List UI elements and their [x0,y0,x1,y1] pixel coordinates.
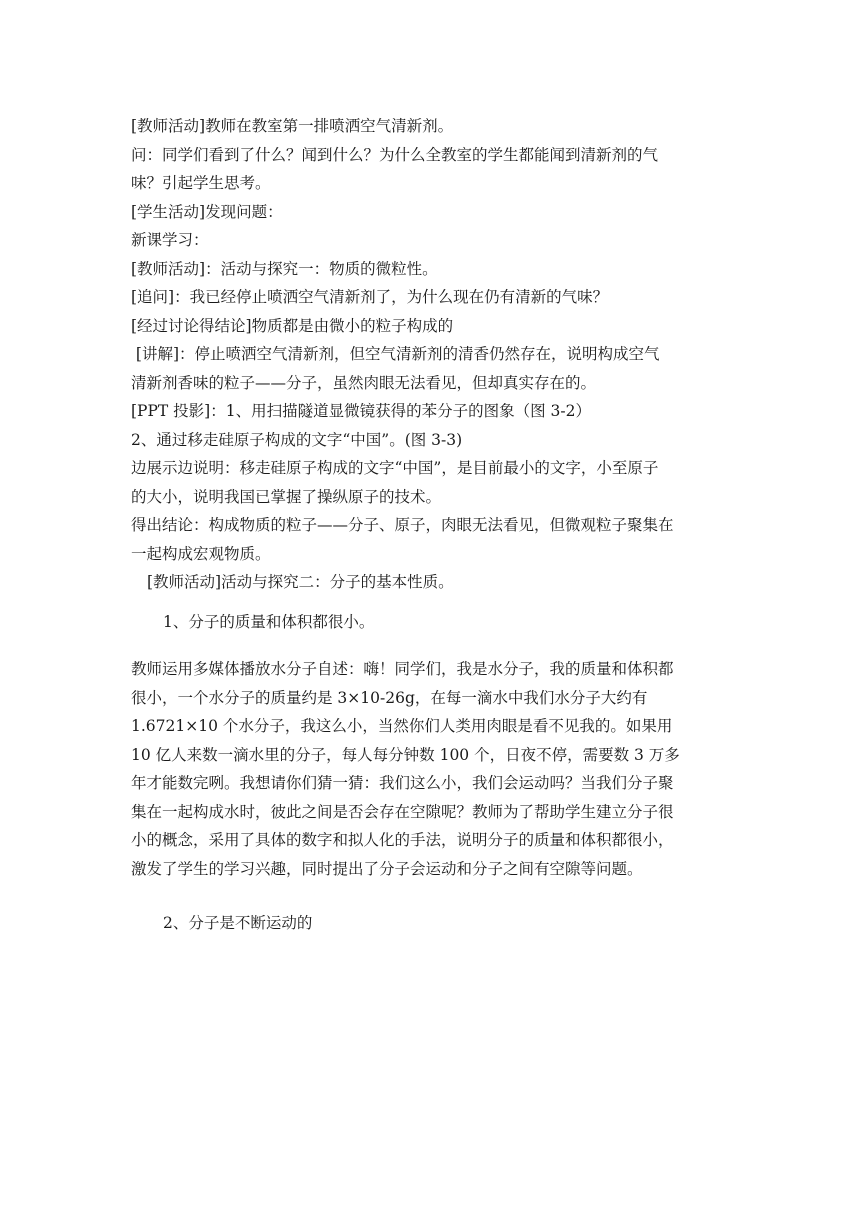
section-heading: 2、分子是不断运动的 [163,914,313,932]
paragraph-line: 10 亿人来数一滴水里的分子，每人每分钟数 100 个，日夜不停，需要数 3 万多 [131,745,680,764]
paragraph-line: 新课学习： [131,231,209,249]
paragraph-line: [追问]：我已经停止喷洒空气清新剂了，为什么现在仍有清新的气味？ [131,288,609,306]
paragraph-line: [经过讨论得结论]物质都是由微小的粒子构成的 [131,316,454,335]
paragraph-line: 边展示边说明：移走硅原子构成的文字“中国”，是目前最小的文字，小至原子 [131,459,659,477]
section-heading: [教师活动]活动与探究二：分子的基本性质。 [147,573,454,591]
paragraph-line: 年才能数完咧。我想请你们猜一猜：我们这么小，我们会运动吗？当我们分子聚 [131,774,674,792]
paragraph-line: 教师运用多媒体播放水分子自述：嗨！同学们，我是水分子，我的质量和体积都 [131,660,674,678]
section-heading: 1、分子的质量和体积都很小。 [163,612,375,631]
paragraph-line: [讲解]：停止喷洒空气清新剂，但空气清新剂的清香仍然存在，说明构成空气 [131,345,660,363]
paragraph-line: 1.6721×10 个水分子，我这么小，当然你们人类用肉眼是看不见我的。如果用 [131,717,673,735]
paragraph-line: 2、通过移走硅原子构成的文字“中国”。(图 3-3) [131,430,463,449]
paragraph-line: [教师活动]：活动与探究一：物质的微粒性。 [131,259,438,278]
paragraph-line: 很小，一个水分子的质量约是 3×10-26g，在每一滴水中我们水分子大约有 [131,688,648,707]
paragraph-line: 的大小，说明我国已掌握了操纵原子的技术。 [131,487,442,506]
paragraph-line: 得出结论：构成物质的粒子——分子、原子，肉眼无法看见，但微观粒子聚集在 [131,516,674,534]
document-body [131,112,731,938]
paragraph-line: 一起构成宏观物质。 [131,544,271,563]
paragraph-line: [教师活动]教师在教室第一排喷洒空气清新剂。 [131,117,454,135]
paragraph-line: 味？引起学生思考。 [131,174,271,192]
paragraph-line: [PPT 投影]：1、用扫描隧道显微镜获得的苯分子的图象（图 3-2） [131,402,591,420]
paragraph-line: 清新剂香味的粒子——分子，虽然肉眼无法看见，但却真实存在的。 [131,373,597,392]
paragraph-line: 小的概念，采用了具体的数字和拟人化的手法，说明分子的质量和体积都很小， [131,831,674,849]
paragraph-line: 集在一起构成水时，彼此之间是否会存在空隙呢？教师为了帮助学生建立分子很 [131,802,674,821]
paragraph-line: 问：同学们看到了什么？闻到什么？为什么全教室的学生都能闻到清新剂的气 [131,145,659,164]
paragraph-line: [学生活动]发现问题： [131,202,283,221]
paragraph-line: 激发了学生的学习兴趣，同时提出了分子会运动和分子之间有空隙等问题。 [131,859,643,878]
